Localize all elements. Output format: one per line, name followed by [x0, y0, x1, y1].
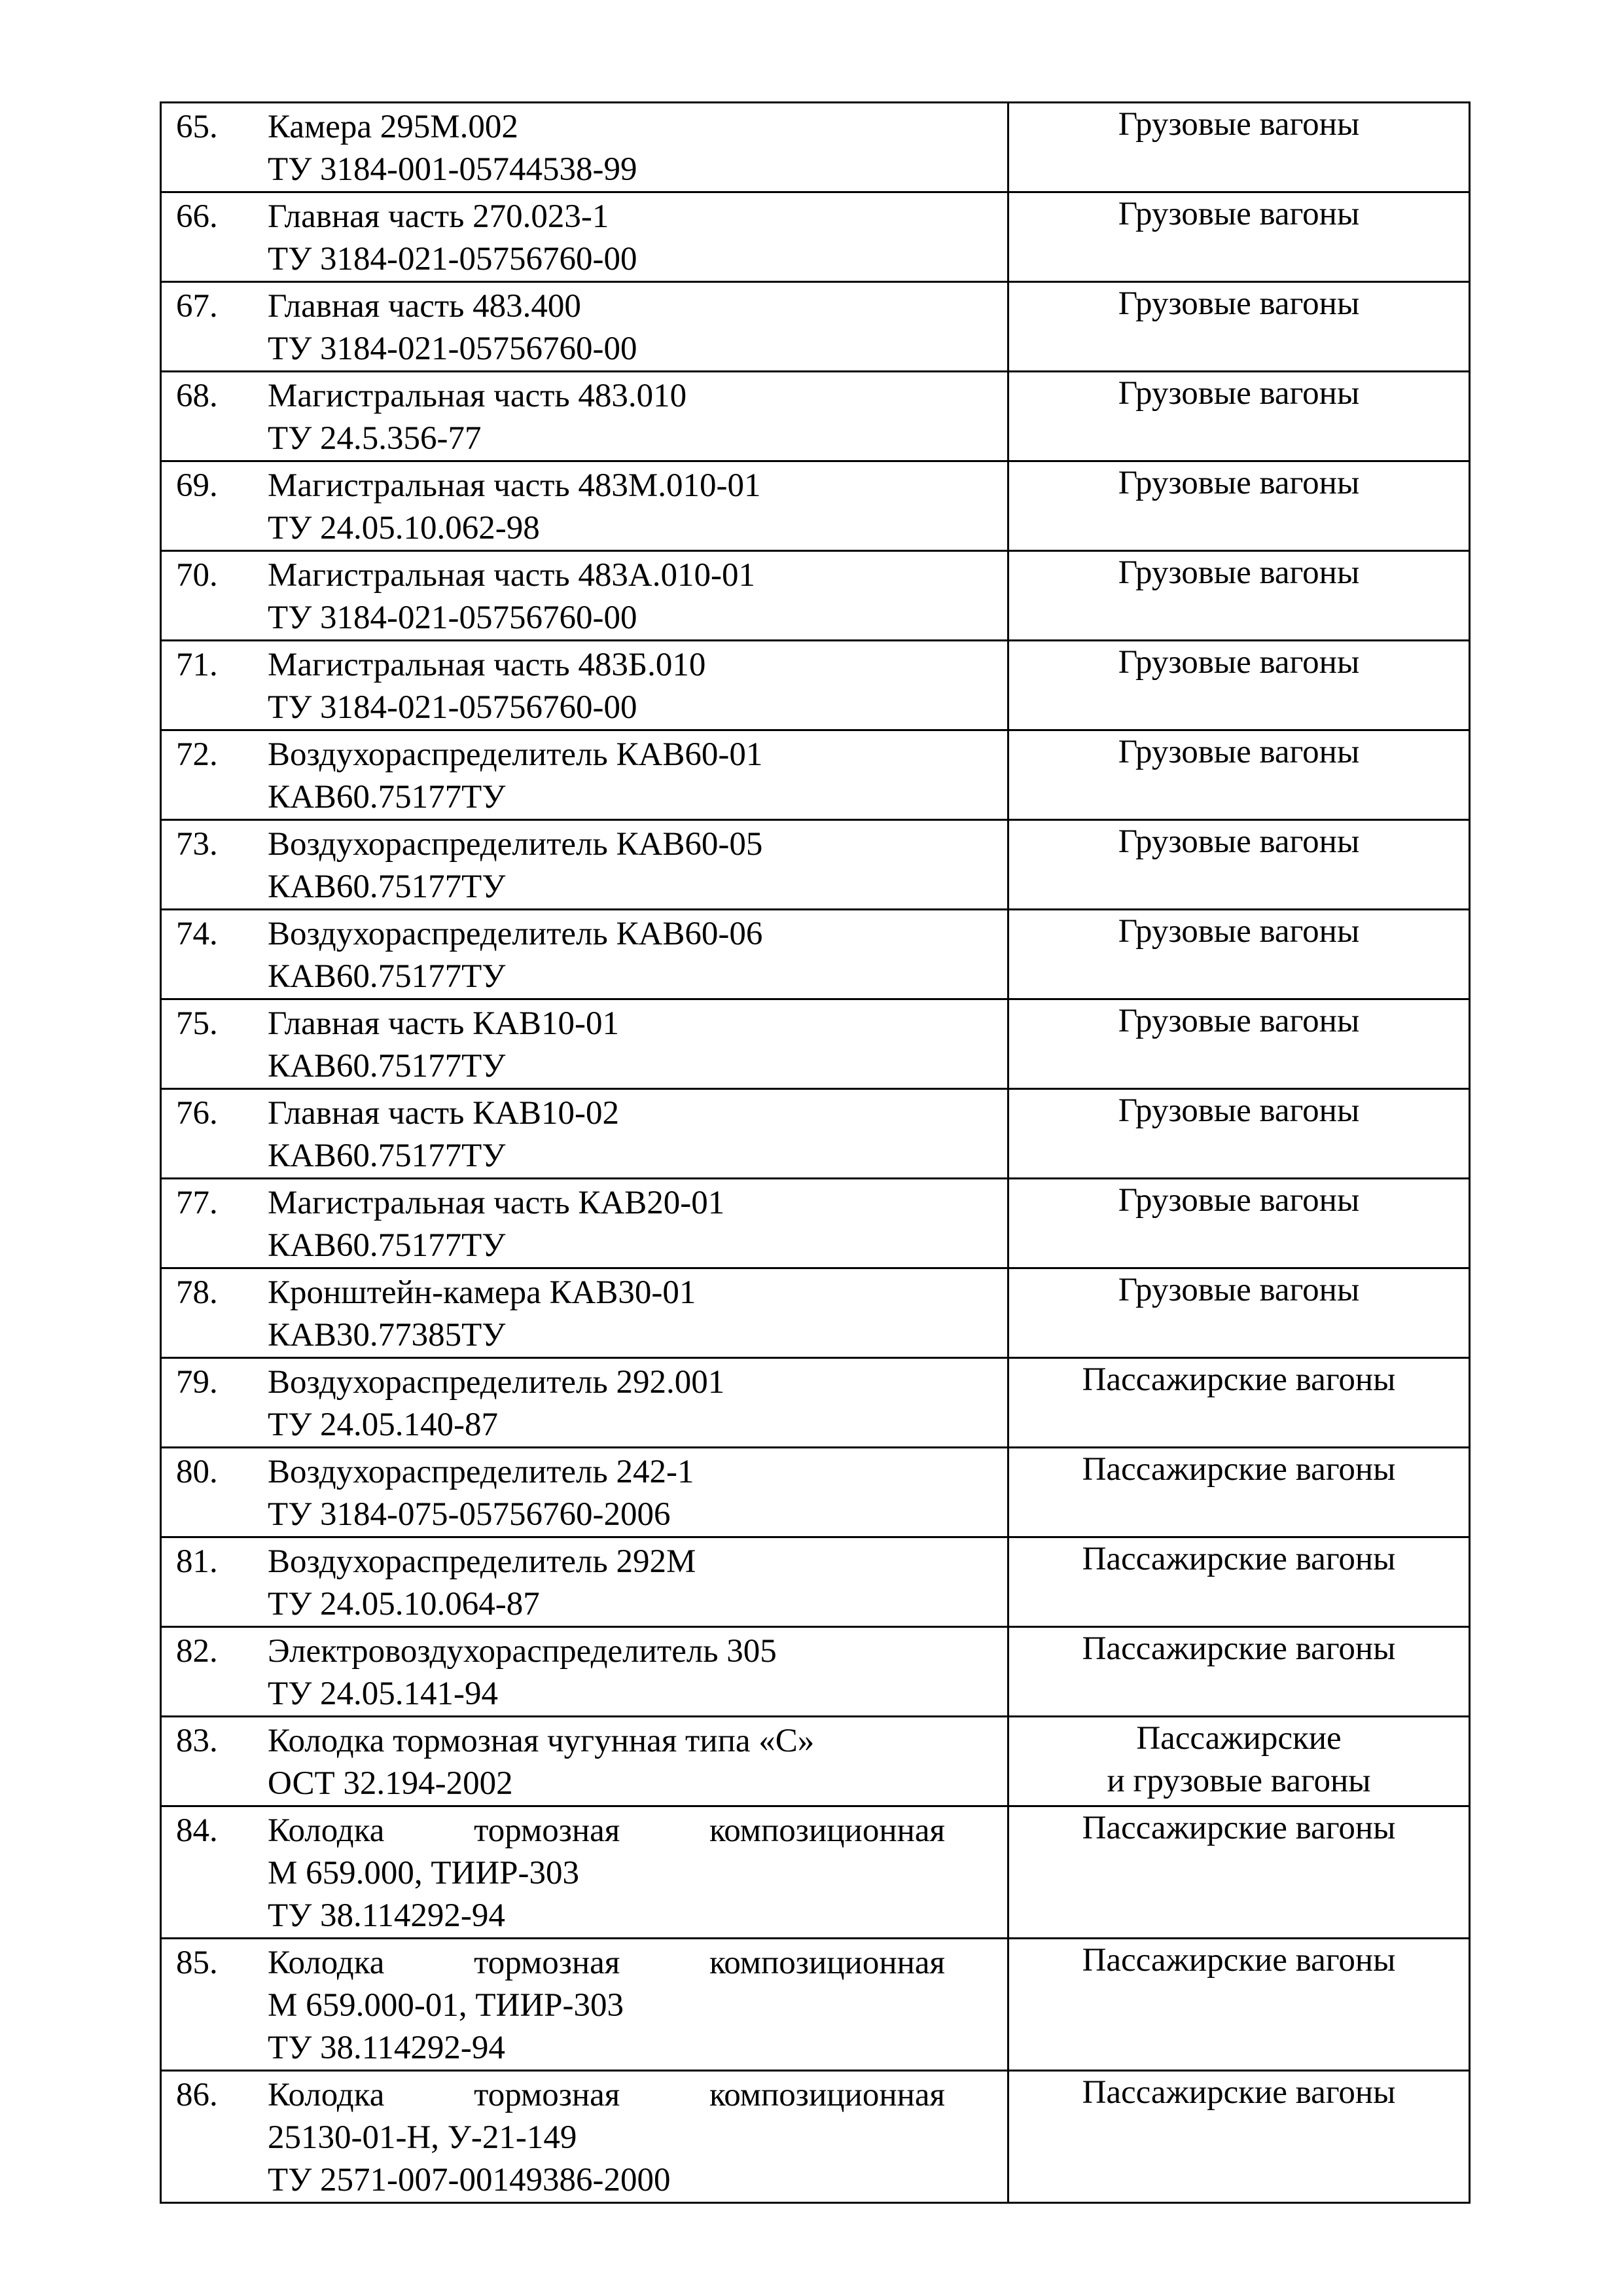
- wagon-category-cell: [1008, 1268, 1470, 1358]
- description-line: КАВ60.75177ТУ: [268, 1138, 506, 1174]
- table-row: [161, 2071, 1470, 2203]
- table-row: [161, 1627, 1470, 1717]
- wagon-category: Грузовые вагоны: [1118, 106, 1360, 143]
- wagon-category-cell: [1008, 1448, 1470, 1537]
- table-row: [161, 910, 1470, 999]
- item-description: [268, 1359, 1007, 1446]
- description-line: ТУ 3184-075-05756760-2006: [268, 1496, 671, 1533]
- table-row: [161, 103, 1470, 192]
- wagon-category-cell: [1008, 551, 1470, 641]
- item-description: [268, 1538, 1007, 1626]
- wagon-category: Грузовые вагоны: [1118, 196, 1360, 232]
- item-number: 86.: [176, 2077, 218, 2113]
- description-line: Колодка тормозная чугунная типа «С»: [268, 1723, 815, 1759]
- description-line: Магистральная часть 483М.010-01: [268, 467, 761, 504]
- wagon-category: Грузовые вагоны: [1118, 285, 1360, 322]
- item-number: 83.: [176, 1723, 218, 1759]
- wagon-category-cell: [1008, 1806, 1470, 1939]
- item-description: [268, 2072, 1007, 2202]
- description-line: ТУ 38.114292-94: [268, 2030, 505, 2066]
- table-row: [161, 1537, 1470, 1627]
- item-number: 71.: [176, 647, 218, 683]
- table-row: [161, 1179, 1470, 1268]
- wagon-category: Грузовые вагоны: [1118, 1182, 1360, 1219]
- item-number: 69.: [176, 467, 218, 504]
- item-cell: [161, 1089, 1008, 1179]
- description-line: ТУ 3184-021-05756760-00: [268, 331, 637, 367]
- wagon-category: Грузовые вагоны: [1118, 375, 1360, 412]
- wagon-category: Пассажирские вагоны: [1082, 1810, 1396, 1846]
- description-line: Главная часть КАВ10-02: [268, 1095, 620, 1132]
- description-line: ОСТ 32.194-2002: [268, 1765, 513, 1802]
- table-row: [161, 1806, 1470, 1939]
- item-description: [268, 1939, 1007, 2070]
- wagon-category: Грузовые вагоны: [1118, 554, 1360, 591]
- item-cell: [161, 2071, 1008, 2203]
- item-description: [268, 821, 1007, 908]
- wagon-category-cell: [1008, 1358, 1470, 1448]
- wagon-category-cell: [1008, 1089, 1470, 1179]
- wagon-category: Грузовые вагоны: [1118, 1003, 1360, 1039]
- description-line: ТУ 24.5.356-77: [268, 420, 482, 457]
- item-number: 76.: [176, 1095, 218, 1132]
- item-cell: [161, 1806, 1008, 1939]
- table-row: [161, 1448, 1470, 1537]
- item-number: 75.: [176, 1005, 218, 1042]
- table-row: [161, 999, 1470, 1089]
- item-number: 73.: [176, 826, 218, 863]
- table-row: [161, 820, 1470, 910]
- wagon-category: Грузовые вагоны: [1118, 734, 1360, 770]
- item-description: [268, 283, 1007, 370]
- item-description: [268, 462, 1007, 550]
- description-line: Воздухораспределитель 292.001: [268, 1364, 725, 1401]
- wagon-category: Грузовые вагоны: [1118, 913, 1360, 950]
- description-line: КАВ60.75177ТУ: [268, 958, 506, 995]
- item-cell: [161, 641, 1008, 730]
- item-cell: [161, 103, 1008, 192]
- wagon-category-cell: [1008, 192, 1470, 282]
- description-line: Камера 295М.002: [268, 109, 518, 145]
- wagon-category: Пассажирские: [1136, 1720, 1342, 1757]
- description-line: ТУ 3184-021-05756760-00: [268, 689, 637, 726]
- table-row: [161, 1268, 1470, 1358]
- item-cell: [161, 282, 1008, 372]
- wagon-category-cell: [1008, 1627, 1470, 1717]
- item-number: 67.: [176, 288, 218, 325]
- description-line: Воздухораспределитель КАВ60-05: [268, 826, 763, 863]
- wagon-category: Пассажирские вагоны: [1082, 1541, 1396, 1577]
- wagon-category-cell: [1008, 820, 1470, 910]
- description-line: М 659.000, ТИИР-303: [268, 1855, 580, 1892]
- description-line: Воздухораспределитель 292М: [268, 1543, 696, 1580]
- item-cell: [161, 192, 1008, 282]
- item-number: 70.: [176, 557, 218, 594]
- description-line: ТУ 3184-001-05744538-99: [268, 151, 637, 188]
- wagon-category-cell: [1008, 641, 1470, 730]
- item-description: [268, 193, 1007, 281]
- table-row: [161, 551, 1470, 641]
- item-cell: [161, 730, 1008, 820]
- description-line: ТУ 24.05.10.064-87: [268, 1586, 540, 1623]
- wagon-category: Грузовые вагоны: [1118, 1092, 1360, 1129]
- wagon-category-cell: [1008, 910, 1470, 999]
- parts-table-body: [161, 103, 1470, 2203]
- item-cell: [161, 461, 1008, 551]
- item-cell: [161, 910, 1008, 999]
- item-description: [268, 1000, 1007, 1088]
- item-number: 82.: [176, 1633, 218, 1670]
- description-line: ТУ 3184-021-05756760-00: [268, 241, 637, 278]
- wagon-category-cell: [1008, 1537, 1470, 1627]
- item-cell: [161, 1537, 1008, 1627]
- table-row: [161, 372, 1470, 461]
- item-description: [268, 1090, 1007, 1177]
- table-row: [161, 730, 1470, 820]
- description-line: Колодка тормозная композиционная: [268, 1812, 945, 1849]
- item-description: [268, 641, 1007, 729]
- description-line: ТУ 24.05.140-87: [268, 1407, 498, 1443]
- description-line: Магистральная часть 483А.010-01: [268, 557, 755, 594]
- wagon-category: Пассажирские вагоны: [1082, 1942, 1396, 1979]
- description-line: ТУ 24.05.141-94: [268, 1676, 498, 1712]
- item-number: 85.: [176, 1945, 218, 1981]
- item-description: [268, 552, 1007, 639]
- item-description: [268, 1448, 1007, 1536]
- item-cell: [161, 551, 1008, 641]
- item-cell: [161, 999, 1008, 1089]
- wagon-category: Грузовые вагоны: [1118, 1272, 1360, 1308]
- item-description: [268, 1628, 1007, 1715]
- item-number: 77.: [176, 1185, 218, 1221]
- wagon-category-cell: [1008, 103, 1470, 192]
- description-line: Главная часть 270.023-1: [268, 198, 609, 235]
- table-row: [161, 461, 1470, 551]
- item-cell: [161, 1448, 1008, 1537]
- description-line: КАВ60.75177ТУ: [268, 869, 506, 905]
- description-line: Воздухораспределитель КАВ60-01: [268, 736, 763, 773]
- item-cell: [161, 1179, 1008, 1268]
- item-number: 81.: [176, 1543, 218, 1580]
- table-row: [161, 192, 1470, 282]
- table-row: [161, 1089, 1470, 1179]
- table-row: [161, 1717, 1470, 1806]
- description-line: Кронштейн-камера КАВ30-01: [268, 1274, 696, 1311]
- table-row: [161, 641, 1470, 730]
- description-line: 25130-01-Н, У-21-149: [268, 2119, 577, 2156]
- wagon-category-cell: [1008, 999, 1470, 1089]
- wagon-category-cell: [1008, 461, 1470, 551]
- item-number: 66.: [176, 198, 218, 235]
- item-description: [268, 1269, 1007, 1357]
- item-description: [268, 910, 1007, 998]
- description-line: Колодка тормозная композиционная: [268, 2077, 945, 2113]
- description-line: Главная часть 483.400: [268, 288, 581, 325]
- item-number: 79.: [176, 1364, 218, 1401]
- wagon-category-cell: [1008, 730, 1470, 820]
- item-number: 74.: [176, 916, 218, 952]
- wagon-category: Пассажирские вагоны: [1082, 1630, 1396, 1667]
- parts-table: [160, 101, 1471, 2204]
- item-number: 84.: [176, 1812, 218, 1849]
- item-description: [268, 731, 1007, 819]
- wagon-category-cell: [1008, 1717, 1470, 1806]
- item-description: [268, 103, 1007, 191]
- wagon-category: Пассажирские вагоны: [1082, 1361, 1396, 1398]
- table-row: [161, 1358, 1470, 1448]
- table-row: [161, 282, 1470, 372]
- description-line: ТУ 38.114292-94: [268, 1897, 505, 1934]
- item-cell: [161, 1358, 1008, 1448]
- item-cell: [161, 1717, 1008, 1806]
- description-line: КАВ30.77385ТУ: [268, 1317, 506, 1354]
- item-description: [268, 1807, 1007, 1937]
- description-line: ТУ 2571-007-00149386-2000: [268, 2162, 671, 2198]
- item-number: 68.: [176, 378, 218, 414]
- wagon-category: Грузовые вагоны: [1118, 465, 1360, 501]
- wagon-category: Пассажирские вагоны: [1082, 2074, 1396, 2111]
- description-line: Электровоздухораспределитель 305: [268, 1633, 777, 1670]
- item-number: 65.: [176, 109, 218, 145]
- item-number: 72.: [176, 736, 218, 773]
- description-line: КАВ60.75177ТУ: [268, 779, 506, 816]
- description-line: Магистральная часть 483.010: [268, 378, 687, 414]
- item-description: [268, 372, 1007, 460]
- description-line: ТУ 3184-021-05756760-00: [268, 600, 637, 636]
- wagon-category-cell: [1008, 1939, 1470, 2071]
- item-description: [268, 1717, 1007, 1805]
- description-line: КАВ60.75177ТУ: [268, 1048, 506, 1085]
- wagon-category-cell: [1008, 1179, 1470, 1268]
- wagon-category-cell: [1008, 2071, 1470, 2203]
- item-cell: [161, 1268, 1008, 1358]
- item-cell: [161, 1627, 1008, 1717]
- description-line: Воздухораспределитель КАВ60-06: [268, 916, 763, 952]
- wagon-category-cell: [1008, 282, 1470, 372]
- description-line: КАВ60.75177ТУ: [268, 1227, 506, 1264]
- description-line: Магистральная часть 483Б.010: [268, 647, 706, 683]
- wagon-category: Грузовые вагоны: [1118, 823, 1360, 860]
- item-cell: [161, 1939, 1008, 2071]
- item-number: 78.: [176, 1274, 218, 1311]
- item-number: 80.: [176, 1454, 218, 1490]
- item-cell: [161, 820, 1008, 910]
- description-line: Колодка тормозная композиционная: [268, 1945, 945, 1981]
- wagon-category: и грузовые вагоны: [1107, 1763, 1371, 1799]
- item-description: [268, 1179, 1007, 1267]
- table-row: [161, 1939, 1470, 2071]
- description-line: Магистральная часть КАВ20-01: [268, 1185, 725, 1221]
- description-line: ТУ 24.05.10.062-98: [268, 510, 540, 547]
- wagon-category-cell: [1008, 372, 1470, 461]
- item-cell: [161, 372, 1008, 461]
- description-line: Главная часть КАВ10-01: [268, 1005, 620, 1042]
- wagon-category: Грузовые вагоны: [1118, 644, 1360, 681]
- wagon-category: Пассажирские вагоны: [1082, 1451, 1396, 1488]
- description-line: Воздухораспределитель 242-1: [268, 1454, 694, 1490]
- description-line: М 659.000-01, ТИИР-303: [268, 1987, 624, 2024]
